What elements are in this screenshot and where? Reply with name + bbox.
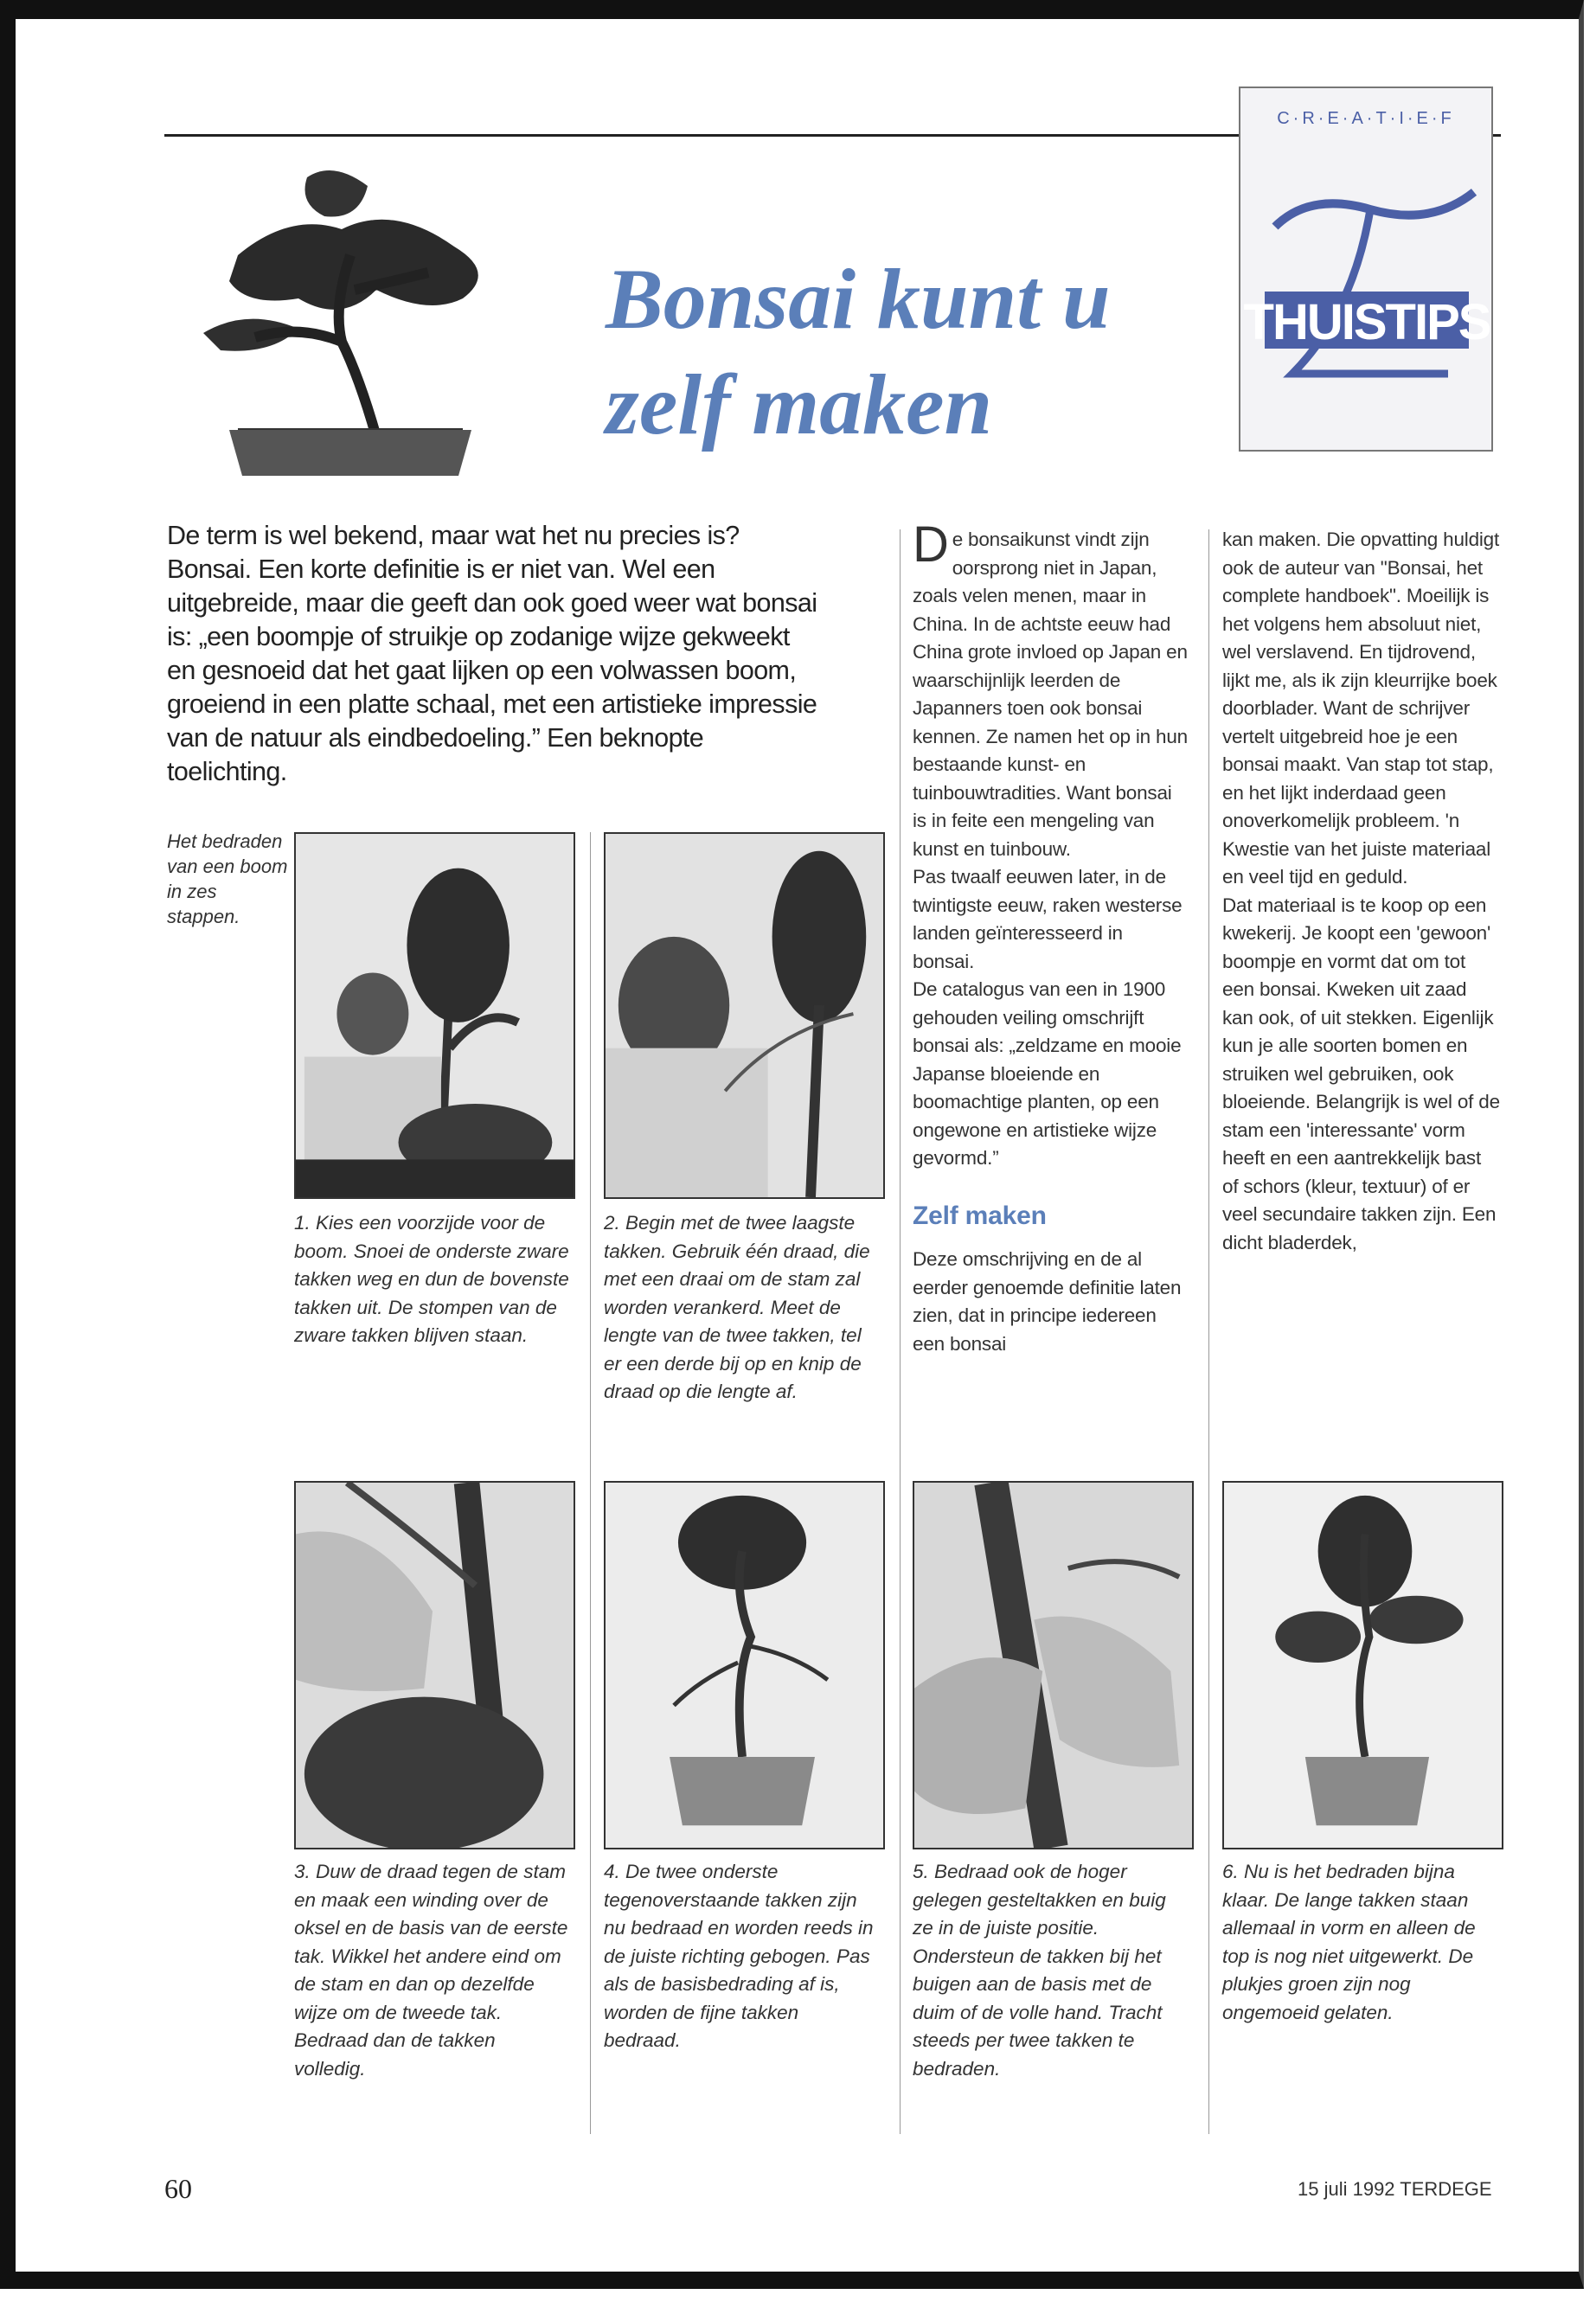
column-rule-1 xyxy=(590,832,591,2134)
column3-paragraph-3: De catalogus van een in 1900 gehouden veiling omschrijft bonsai als: „zeldzame en mooie Japanse bloeiende en boomachtige planten, op een ongewone en artistieke wijze gevormd.” xyxy=(913,978,1182,1169)
caption-step-4: 4. De twee onderste tegenoverstaande takken zijn nu bedraad en worden reeds in de juiste richting gebogen. Pas als de basisbedrading af is, worden de fijne takken bedraad. xyxy=(604,1861,874,2051)
caption-step-5: 5. Bedraad ook de hoger gelegen gesteltakken en buig ze in de juiste positie. Ondersteun de takken bij het buigen aan de basis met de duim of de volle hand. Tracht steeds per twee takken te bedraden. xyxy=(913,1861,1166,2080)
issue-info: 15 juli 1992 TERDEGE xyxy=(1298,2178,1492,2200)
column3-paragraph-1: e bonsaikunst vindt zijn oorsprong niet in Japan, zoals velen menen, maar in China. In de achtste eeuw had China grote invloed op Japan en waarschijnlijk leerden de Japanners toen ook bonsai kennen. Ze namen het op in hun bestaande kunst- en tuinbouwtradities. Want bonsai is in feite een mengeling van kunst en tuinbouw. xyxy=(913,529,1188,860)
caption-step-1: 1. Kies een voorzijde voor de boom. Snoei de onderste zware takken weg en dun de bovenste takken uit. De stompen van de zware takken blijven staan. xyxy=(294,1212,569,1346)
header-bonsai-illustration xyxy=(169,151,532,480)
article-column-3 xyxy=(913,516,1189,1358)
caption-step-2: 2. Begin met de twee laagste takken. Gebruik één draad, die met een draai om de stam zal worden verankerd. Meet de lengte van de twee takken, tel er een derde bij op en knip de draad op die lengte af. xyxy=(604,1212,870,1402)
dropcap-letter: D xyxy=(913,516,949,573)
side-caption: Het bedraden van een boom in zes stappen. xyxy=(167,830,288,927)
caption-step-3: 3. Duw de draad tegen de stam en maak een winding over de oksel en de basis van de eerste tak. Wikkel het andere eind om de stam en dan op dezelfde wijze om de tweede tak. Bedraad dan de takken volledig. xyxy=(294,1861,568,2080)
article-column-4 xyxy=(1222,526,1501,1257)
subhead-zelf-maken: Zelf maken xyxy=(913,1201,1047,1230)
article-title xyxy=(606,247,1159,458)
photo-step-5 xyxy=(913,1481,1194,1849)
thuistips-logo xyxy=(1239,87,1493,452)
page-number: 60 xyxy=(164,2173,192,2204)
title-line-2: zelf maken xyxy=(606,356,993,452)
photo-step-4 xyxy=(604,1481,885,1849)
column3-paragraph-2: Pas twaalf eeuwen later, in de twintigste eeuw, raken westerse landen geïnteresseerd in bonsai. xyxy=(913,866,1183,972)
column-rule-2 xyxy=(900,529,901,2134)
logo-t-graphic xyxy=(1240,88,1491,450)
column3-paragraph-4: Deze omschrijving en de al eerder genoemde definitie laten zien, dat in principe iedereen een bonsai xyxy=(913,1248,1182,1355)
photo-step-3 xyxy=(294,1481,575,1849)
column-rule-3 xyxy=(1208,529,1209,2134)
photo-step-1 xyxy=(294,832,575,1199)
logo-creatief-text: C·R·E·A·T·I·E·F xyxy=(1277,109,1455,128)
column4-paragraph-1: kan maken. Die opvatting huldigt ook de auteur van "Bonsai, het complete handboek". Moeilijk is het volgens hem absoluut niet, wel verslavend. En tijdrovend, lijkt me, als ik zijn kleurrijke boek doorblader. Want de schrijver vertelt uitgebreid hoe je een bonsai maakt. Van stap tot stap, en het lijkt inderdaad geen onoverkomelijk probleem. 'n Kwestie van het juiste materiaal en veel tijd en geduld. xyxy=(1222,529,1500,888)
title-line-1: Bonsai kunt u xyxy=(606,251,1111,347)
caption-step-6: 6. Nu is het bedraden bijna klaar. De lange takken staan allemaal in vorm en alleen de top is nog niet uitgewerkt. De plukjes groen zijn nog ongemoeid gelaten. xyxy=(1222,1861,1476,2023)
logo-thuistips-text: THUISTIPS xyxy=(1243,294,1490,350)
column4-paragraph-2: Dat materiaal is te koop op een kwekerij. Je koopt een 'gewoon' boompje en vormt dat om tot een bonsai. Kweken uit zaad kan ook, of uit stekken. Eigenlijk kun je alle soorten bomen en struiken wel gebruiken, ook bloeiende. Belangrijk is wel of de stam een 'interessante' vorm heeft en een aantrekkelijk bast of schors (kleur, textuur) of er veel secundaire takken zijn. Een dicht bladerdek, xyxy=(1222,894,1500,1253)
photo-step-2 xyxy=(604,832,885,1199)
intro-paragraph: De term is wel bekend, maar wat het nu precies is? Bonsai. Een korte definitie is er niet van. Wel een uitgebreide, maar die geeft dan ook goed weer wat bonsai is: „een boompje of struikje op zodanige wijze gekweekt en gesnoeid dat het gaat lijken op een volwassen boom, groeiend in een platte schaal, met een artistieke impressie van de natuur als eindbedoeling.” Een beknopte toelichting. xyxy=(167,521,817,786)
photo-step-6 xyxy=(1222,1481,1503,1849)
